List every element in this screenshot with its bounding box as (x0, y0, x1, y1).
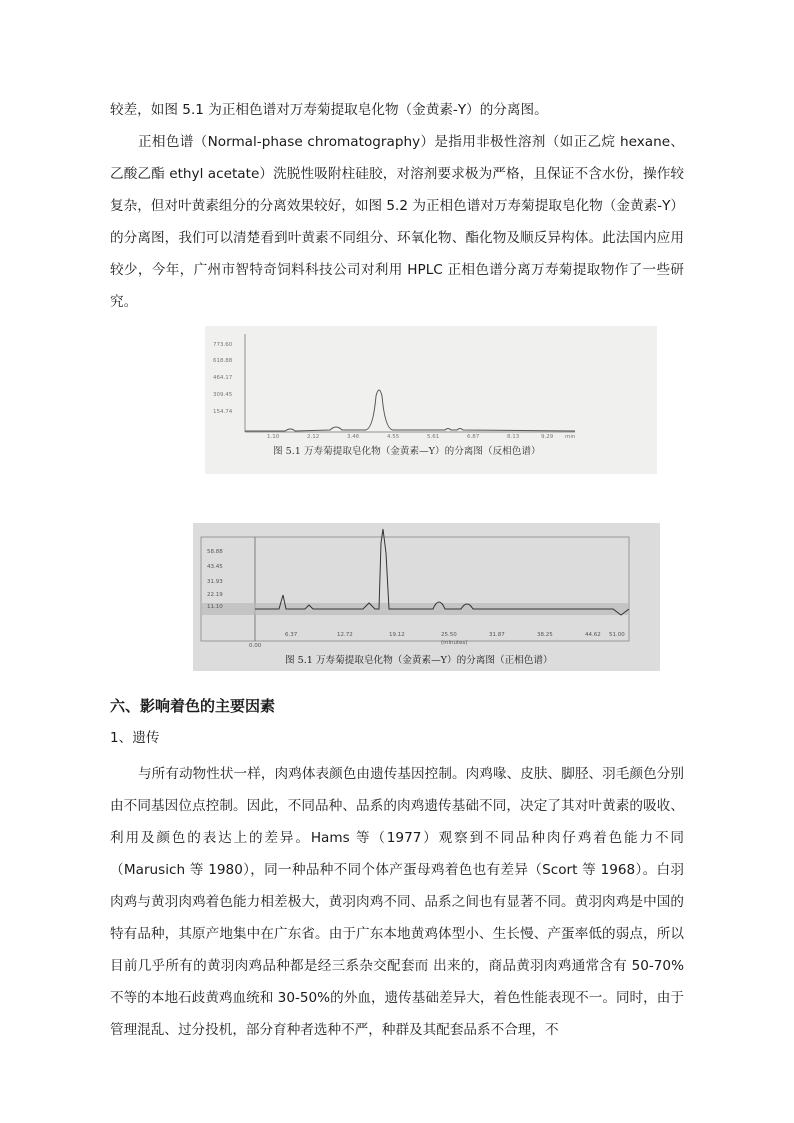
figure-reverse-phase-chromatogram (205, 326, 657, 474)
fig1-xtick: min (565, 434, 576, 440)
fig1-ytick: 618.88 (213, 358, 233, 364)
fig2-xtick: 25.50 (441, 632, 457, 638)
fig1-ytick: 154.74 (213, 409, 233, 415)
fig2-ytick: 58.88 (207, 549, 223, 555)
fig1-xtick: 6.87 (467, 434, 480, 440)
fig1-xtick: 9.29 (541, 434, 554, 440)
fig1-ytick: 773.60 (213, 342, 233, 348)
fig1-xtick: 2.12 (307, 434, 320, 440)
paragraph-intro: 较差，如图 5.1 为正相色谱对万寿菊提取皂化物（金黄素-Y）的分离图。 (110, 102, 548, 118)
fig2-x-unit: (minutes) (441, 640, 468, 646)
fig2-xtick: 38.25 (537, 632, 553, 638)
fig1-xtick: 4.55 (387, 434, 400, 440)
section-heading: 六、影响着色的主要因素 (110, 697, 276, 715)
fig2-ytick: 31.93 (207, 579, 223, 585)
fig2-xtick: 44.62 (585, 632, 601, 638)
fig1-trace (245, 390, 575, 431)
fig2-xtick: 0.00 (249, 643, 262, 649)
fig1-ytick: 309.45 (213, 392, 233, 398)
fig1-ytick: 464.17 (213, 375, 233, 381)
figure2-caption: 图 5.1 万寿菊提取皂化物（金黄素—Y）的分离图（正相色谱） (285, 655, 553, 666)
fig1-xtick: 5.61 (427, 434, 440, 440)
fig2-trace (255, 529, 629, 615)
fig1-xtick: 3.46 (347, 434, 360, 440)
chromatogram-2-plot (193, 523, 660, 671)
fig2-ytick: 22.19 (207, 592, 223, 598)
fig1-xtick: 8.13 (507, 434, 520, 440)
fig2-xtick: 19.12 (389, 632, 405, 638)
fig2-xtick: 12.72 (337, 632, 353, 638)
fig2-ytick: 11.10 (207, 604, 223, 610)
fig1-xtick: 1.10 (267, 434, 280, 440)
figure-normal-phase-chromatogram (193, 523, 660, 671)
fig2-ytick: 43.45 (207, 564, 223, 570)
figure1-caption: 图 5.1 万寿菊提取皂化物（金黄素—Y）的分离图（反相色谱） (273, 446, 541, 457)
fig2-xtick: 6.37 (285, 632, 298, 638)
paragraph-genetics: 与所有动物性状一样，肉鸡体表颜色由遗传基因控制。肉鸡喙、皮肤、脚胫、羽毛颜色分别由不同基因位点控制。因此，不同品种、品系的肉鸡遗传基础不同，决定了其对叶黄素的吸收、利用及颜色的表达上的差异。Hams 等（1977）观察到不同品种肉仔鸡着色能力不同（Marusich 等 1980），同一种品种不同个体产蛋母鸡着色也有差异（Scort 等 1968）。白羽肉鸡与黄羽肉鸡着色能力相差极大，黄羽肉鸡不同、品系之间也有显著不同。黄羽肉鸡是中国的特有品种，其原产地集中在广东省。由于广东本地黄鸡体型小、生长慢、产蛋率低的弱点，所以目前几乎所有的黄羽肉鸡品种都是经三系杂交配套而 出来的，商品黄羽肉鸡通常含有 50-70%不等的本地石歧黄鸡血统和 30-50%的外血，遗传基础差异大，着色性能表现不一。同时，由于管理混乱、过分投机，部分育种者选种不严，种群及其配套品系不合理，不 (110, 766, 684, 1038)
fig2-xtick: 51.00 (609, 632, 625, 638)
paragraph-normal-phase: 正相色谱（Normal-phase chromatography）是指用非极性溶剂（如正乙烷 hexane、乙酸乙酯 ethyl acetate）洗脱性吸附柱硅胶，对溶剂要求极为严格，且保证不含水份，操作较复杂，但对叶黄素组分的分离效果较好，如图 5.2 为正相色谱对万寿菊提取皂化物（金黄素-Y）的分离图，我们可以清楚看到叶黄素不同组分、环氧化物、酯化物及顺反异构体。此法国内应用较少，今年，广州市智特奇饲料科技公司对利用 HPLC 正相色谱分离万寿菊提取物作了一些研究。 (110, 134, 684, 310)
subsection-heading: 1、遗传 (110, 730, 160, 746)
fig2-xtick: 31.87 (489, 632, 505, 638)
